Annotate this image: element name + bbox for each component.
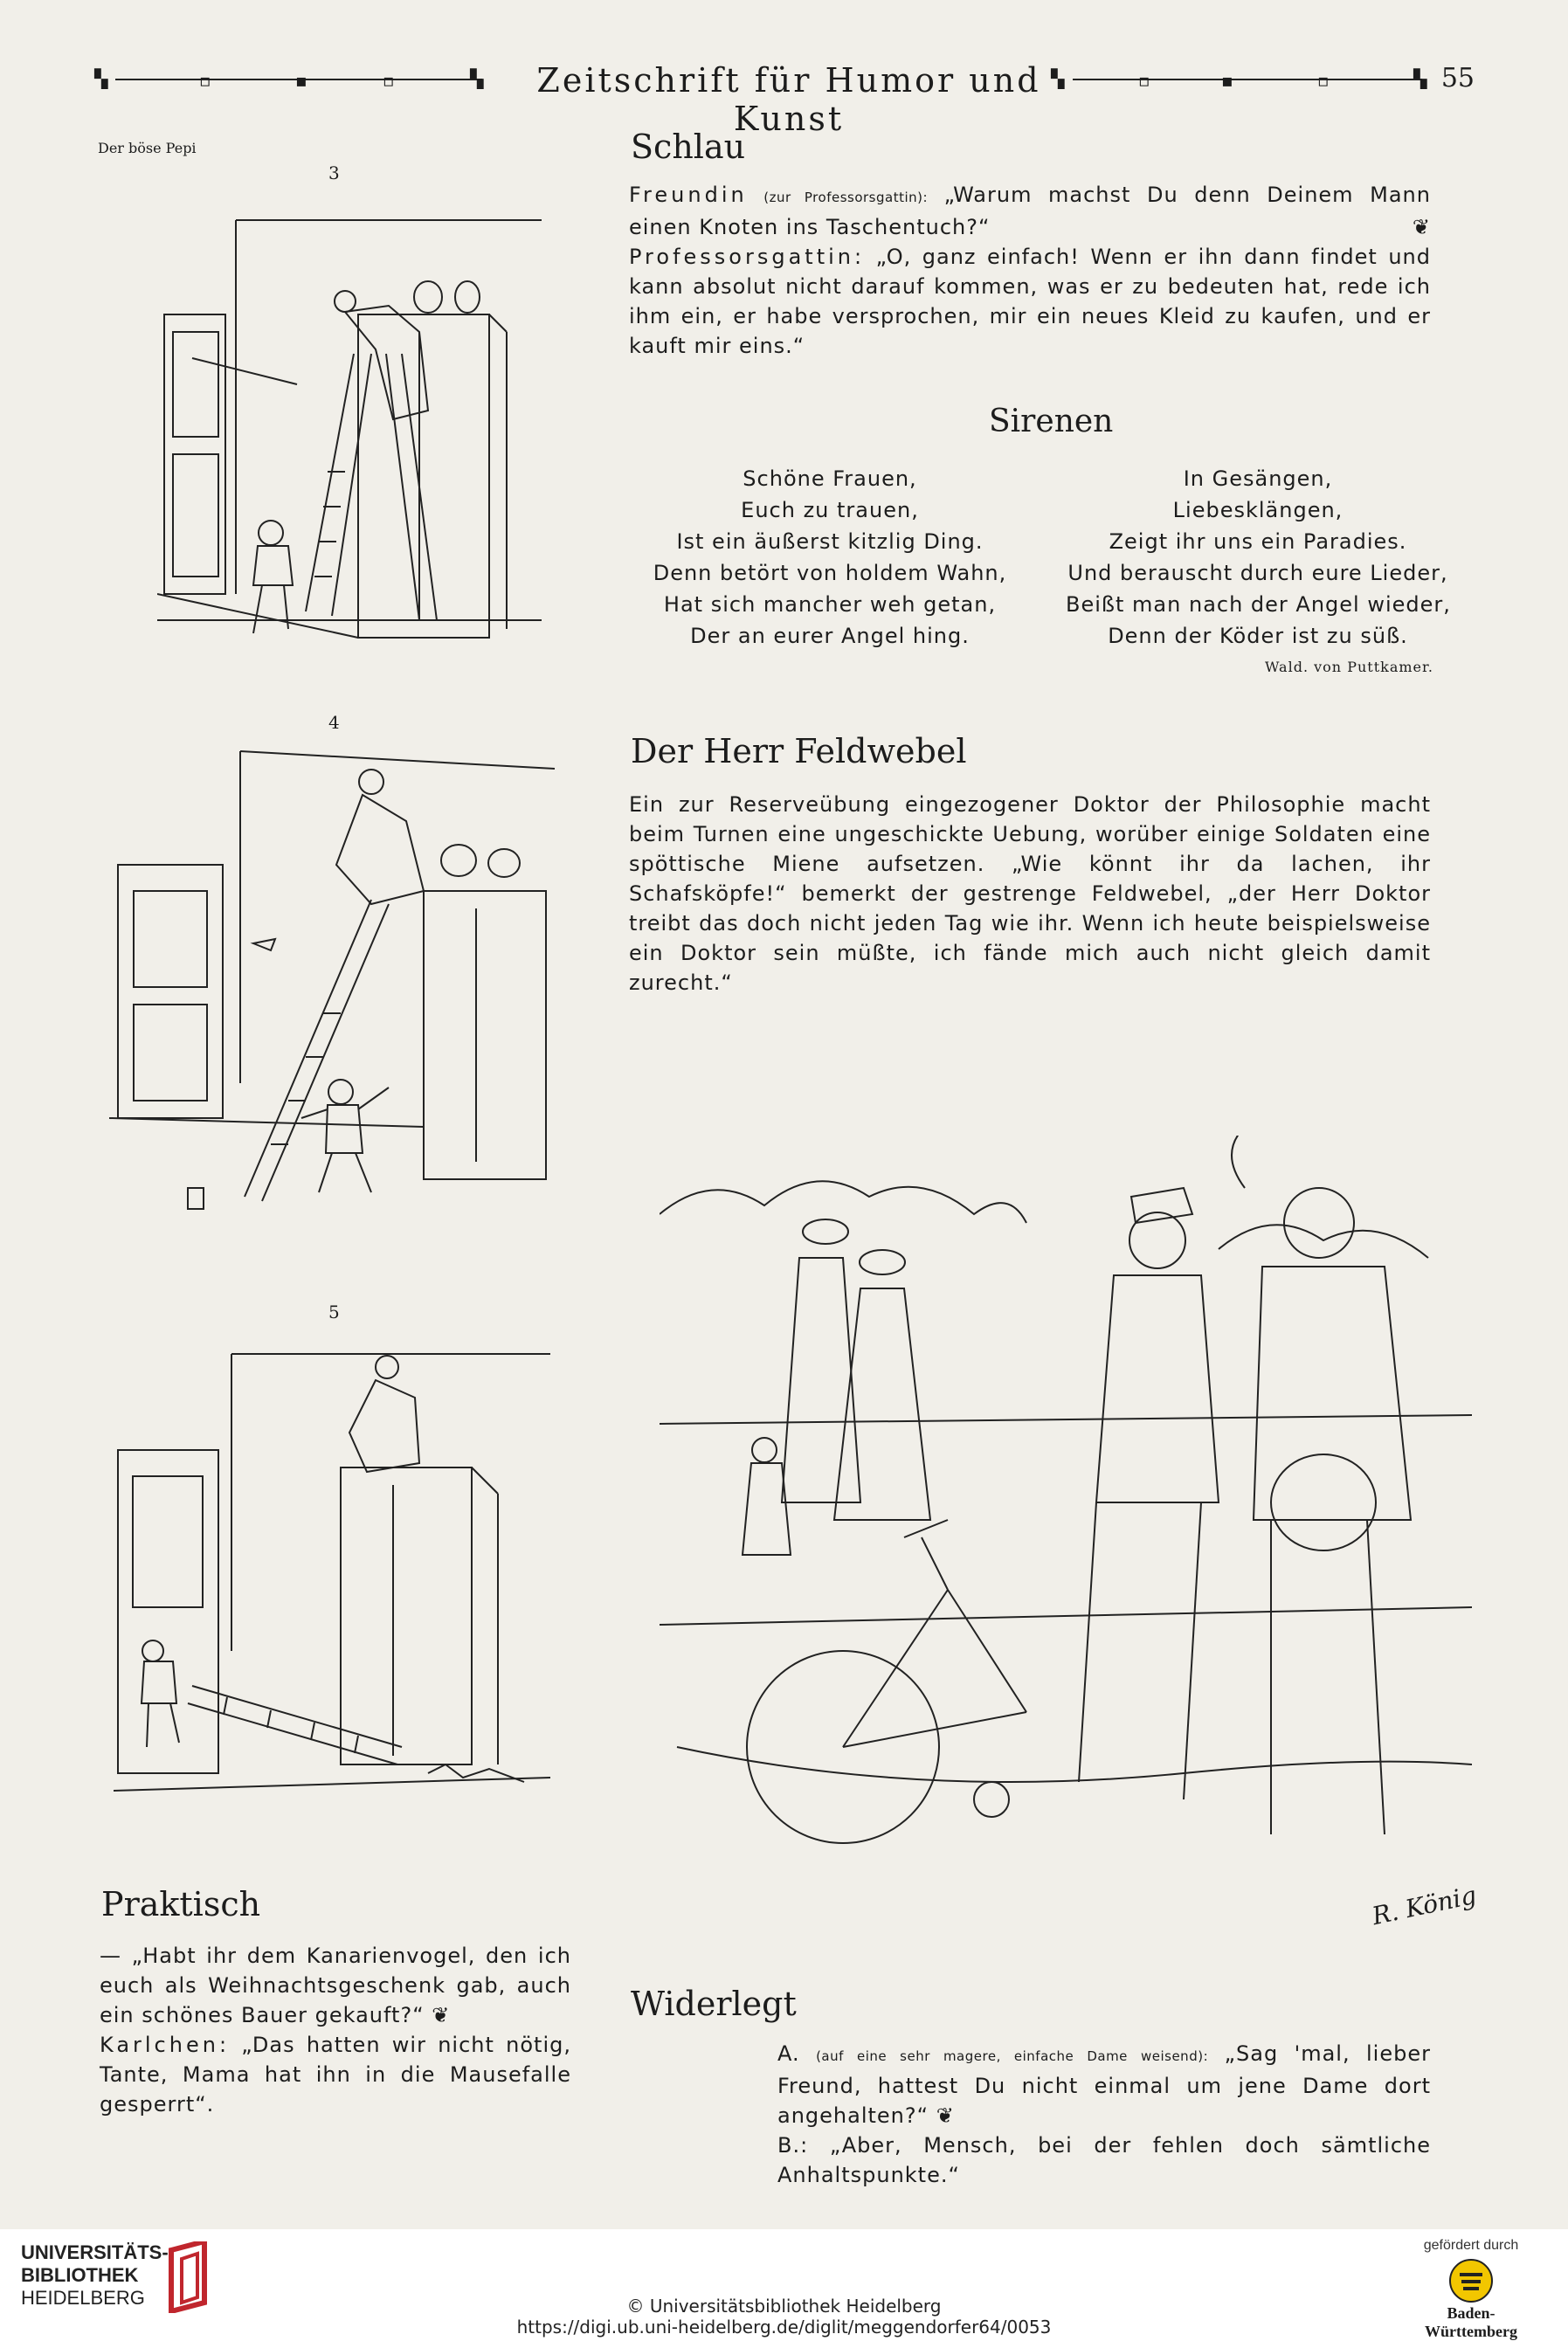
leaf-mark-icon: ❦: [936, 2103, 955, 2128]
journal-title: Zeitschrift für Humor und Kunst: [536, 61, 1041, 138]
speaker-name: Professorsgattin:: [629, 245, 866, 269]
leaf-mark-icon: ❦: [1412, 215, 1431, 239]
drawing-cyclist-and-friend: [660, 1136, 1472, 1922]
drawing-fallen-ladder: [114, 1336, 568, 1826]
ornament-icon: ▚: [1413, 68, 1427, 89]
stage-note: (zur Professorsgattin):: [763, 190, 929, 205]
illustration-figure-4: [109, 742, 563, 1232]
dialogue-line: „Sag 'mal, lieber Freund, hattest Du nicht einmal um jene Dame dort angehalten?“: [777, 2041, 1431, 2128]
figure-number: 5: [328, 1302, 340, 1322]
section-title-praktisch: Praktisch: [101, 1885, 261, 1923]
dialogue-line: „Aber, Mensch, bei der fehlen doch sämtliche Anhaltspunkte.“: [777, 2133, 1431, 2187]
poem-line: Denn der Köder ist zu süß.: [1108, 624, 1408, 648]
poem-line: Liebesklängen,: [1172, 498, 1344, 522]
poem-line: Beißt man nach der Angel wieder,: [1066, 592, 1451, 617]
illustration-figure-5: [114, 1336, 568, 1826]
digitization-footer: [0, 2229, 1568, 2341]
dialogue-line: — „Habt ihr dem Kanarienvogel, den ich euch als Weihnachtsgeschenk gab, auch ein schönes Bauer gekauft?“: [100, 1944, 571, 2027]
drawing-woman-on-cabinet: [109, 742, 563, 1232]
artist-signature: R. König: [1369, 1880, 1479, 1931]
coat-of-arms-icon: [1449, 2259, 1493, 2303]
article-paragraph: Ein zur Reserveübung eingezogener Doktor der Philosophie macht beim Turnen eine ungeschickte Uebung, worüber einige Soldaten eine spöttische Miene aufsetzen. „Wie könnt ihr da lachen, ihr Schafsköpfe!“ bemerkt der gestrenge Feldwebel, „der Herr Doktor treibt das doch nicht jeden Tag wie ihr. Wenn ich heute beispielsweise ein Doktor sein müßte, ich fände mich auch nicht gleich damit zurecht.“: [629, 792, 1431, 995]
library-name-line: UNIVERSITÄTS-: [21, 2241, 169, 2263]
ornament-icon: ▚: [1051, 68, 1065, 89]
poem-line: Der an eurer Angel hing.: [690, 624, 970, 648]
dialogue-line: „Das hatten wir nicht nötig, Tante, Mama hat ihn in die Mausefalle gesperrt“.: [100, 2033, 571, 2117]
dialogue-line: „Warum machst Du denn Deinem Mann einen Knoten ins Taschentuch?“: [629, 183, 1431, 239]
dialogue-line: „O, ganz einfach! Wenn er ihn dann findet und kann absolut nicht darauf kommen, was er zu bedeuten hat, rede ich ihm ein, er habe versprochen, mir ein neues Kleid zu kaufen, und er kauft mir eins.“: [629, 245, 1431, 358]
poem-line: Euch zu trauen,: [741, 498, 919, 522]
poem-line: Schöne Frauen,: [743, 466, 917, 491]
illustration-figure-3: [157, 210, 559, 655]
poem-line: In Gesängen,: [1183, 466, 1333, 491]
section-title-widerlegt: Widerlegt: [631, 1985, 797, 2023]
ornament-icon: ▫: [1138, 70, 1150, 91]
library-name-line: BIBLIOTHEK: [21, 2264, 139, 2286]
stage-note: (auf eine sehr magere, einfache Dame weisend):: [816, 2048, 1209, 2064]
source-url[interactable]: https://digi.ub.uni-heidelberg.de/diglit/meggendorfer64/0053: [516, 2317, 1052, 2338]
article-widerlegt: [629, 2039, 1431, 2190]
poem-line: Und berauscht durch eure Lieder,: [1067, 561, 1448, 585]
poem-line: Hat sich mancher weh getan,: [663, 592, 997, 617]
speaker-name: Freundin: [629, 183, 748, 207]
poem-author: Wald. von Puttkamer.: [1265, 659, 1433, 675]
section-title-sirenen: Sirenen: [989, 404, 1114, 439]
funding-label: gefördert durch: [1423, 2238, 1519, 2253]
series-caption: Der böse Pepi: [98, 140, 197, 156]
library-name-line: HEIDELBERG: [21, 2287, 145, 2309]
page-number: 55: [1440, 63, 1475, 93]
leaf-mark-icon: ❦: [432, 2003, 451, 2027]
ornament-icon: ▫: [1317, 70, 1330, 91]
speaker-name: Karlchen:: [100, 2033, 231, 2057]
article-praktisch: [100, 1941, 571, 2119]
speaker-name: B.:: [777, 2133, 809, 2158]
ornament-icon: ▪: [1221, 70, 1233, 91]
speaker-name: A.: [777, 2041, 800, 2066]
ornament-icon: ▫: [383, 70, 395, 91]
poem-left-stanza: [629, 463, 1031, 652]
running-header: [94, 58, 1475, 138]
figure-number: 3: [328, 162, 340, 183]
section-title-schlau: Schlau: [631, 128, 746, 166]
header-rule: [1073, 79, 1422, 80]
section-title-feldwebel: Der Herr Feldwebel: [631, 732, 967, 770]
illustration-bicycle-scene: [660, 1136, 1472, 1922]
funding-notice: [1406, 2238, 1537, 2341]
state-name: Baden-Württemberg: [1425, 2304, 1517, 2340]
copyright-notice: © Universitätsbibliothek Heidelberg: [626, 2296, 942, 2317]
poem-line: Zeigt ihr uns ein Paradies.: [1109, 529, 1407, 554]
ornament-icon: ▚: [470, 68, 484, 89]
poem-line: Denn betört von holdem Wahn,: [653, 561, 1007, 585]
drawing-ladder-woman-boy: [157, 210, 559, 655]
figure-number: 4: [328, 712, 340, 733]
ornament-icon: ▪: [295, 70, 307, 91]
ornament-icon: ▫: [199, 70, 211, 91]
article-feldwebel: [629, 790, 1431, 998]
article-schlau: [629, 180, 1431, 361]
poem-right-stanza: [1066, 463, 1450, 652]
poem-line: Ist ein äußerst kitzlig Ding.: [676, 529, 984, 554]
ornament-icon: ▚: [94, 68, 108, 89]
